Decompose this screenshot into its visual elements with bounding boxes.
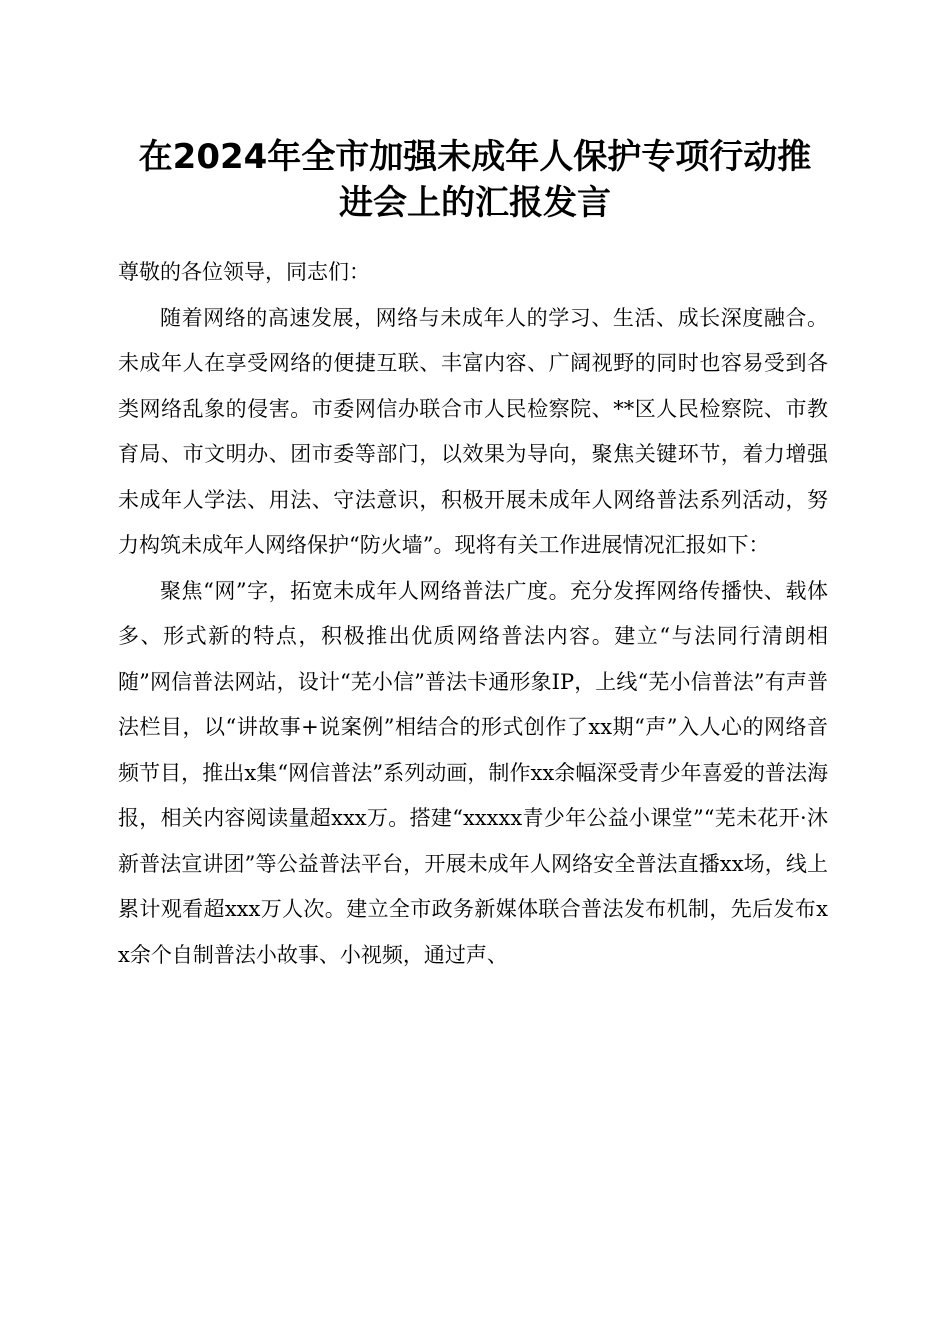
document-body <box>118 250 828 978</box>
document-title <box>120 134 830 226</box>
title-line-2: 进会上的汇报发言 <box>339 183 611 223</box>
paragraph-network-publicity: 聚焦“网”字，拓宽未成年人网络普法广度。充分发挥网络传播快、载体多、形式新的特点，积极推出优质网络普法内容。建立“与法同行清朗相随”网信普法网站，设计“芜小信”普法卡通形象IP，上线“芜小信普法”有声普法栏目，以“讲故事+说案例”相结合的形式创作了xx期“声”入人心的网络音频节目，推出x集“网信普法”系列动画，制作xx余幅深受青少年喜爱的普法海报，相关内容阅读量超xxx万。搭建“xxxxx青少年公益小课堂”“芜未花开·沐新普法宣讲团”等公益普法平台，开展未成年人网络安全普法直播xx场，线上累计观看超xxx万人次。建立全市政务新媒体联合普法发布机制，先后发布xx余个自制普法小故事、小视频，通过声、 <box>118 578 828 967</box>
salutation: 尊敬的各位领导，同志们： <box>118 260 370 284</box>
paragraph-intro: 随着网络的高速发展，网络与未成年人的学习、生活、成长深度融合。未成年人在享受网络的便捷互联、丰富内容、广阔视野的同时也容易受到各类网络乱象的侵害。市委网信办联合市人民检察院、**区人民检察院、市教育局、市文明办、团市委等部门，以效果为导向，聚焦关键环节，着力增强未成年人学法、用法、守法意识，积极开展未成年人网络普法系列活动，努力构筑未成年人网络保护“防火墙”。现将有关工作进展情况汇报如下： <box>118 305 828 557</box>
title-line-1: 在2024年全市加强未成年人保护专项行动推 <box>138 137 812 177</box>
